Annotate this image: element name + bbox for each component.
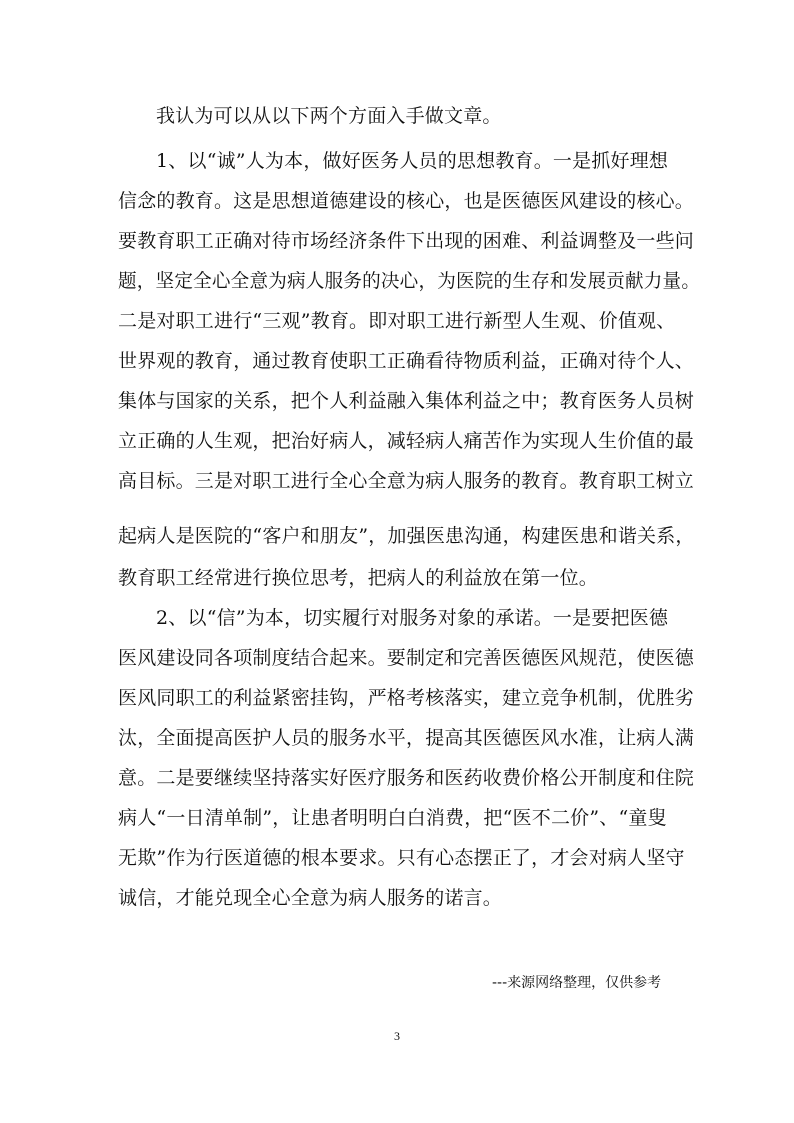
- body-text-line: 病人“一日清单制”，让患者明明白白消费，把“医不二价”、“童叟: [118, 807, 667, 829]
- body-text-line: 我认为可以从以下两个方面入手做文章。: [156, 105, 502, 127]
- body-text-line: 信念的教育。这是思想道德建设的核心，也是医德医风建设的核心。: [118, 190, 695, 212]
- body-text-line: 世界观的教育，通过教育使职工正确看待物质利益，正确对待个人、: [118, 350, 695, 372]
- body-text-line: 要教育职工正确对待市场经济条件下出现的困难、利益调整及一些问: [118, 230, 695, 252]
- body-text-line: 医风同职工的利益紧密挂钩，严格考核落实，建立竞争机制，优胜劣: [118, 687, 695, 709]
- body-text-line: 诚信，才能兑现全心全意为病人服务的诺言。: [118, 887, 503, 909]
- body-text-line: 高目标。三是对职工进行全心全意为病人服务的教育。教育职工树立: [118, 470, 695, 492]
- body-text-line: 2、以“信”为本，切实履行对服务对象的承诺。一是要把医德: [156, 607, 669, 629]
- source-note: ---来源网络整理，仅供参考: [492, 975, 662, 991]
- body-text-line: 立正确的人生观，把治好病人，减轻病人痛苦作为实现人生价值的最: [118, 430, 695, 452]
- page-number: 3: [394, 1029, 400, 1043]
- body-text-line: 集体与国家的关系，把个人利益融入集体利益之中；教育医务人员树: [118, 390, 695, 412]
- body-text-line: 二是对职工进行“三观”教育。即对职工进行新型人生观、价值观、: [118, 310, 676, 332]
- body-text-line: 题，坚定全心全意为病人服务的决心，为医院的生存和发展贡献力量。: [118, 270, 701, 292]
- body-text-line: 意。二是要继续坚持落实好医疗服务和医药收费价格公开制度和住院: [118, 767, 695, 789]
- body-text-line: 教育职工经常进行换位思考，把病人的利益放在第一位。: [118, 567, 599, 589]
- body-text-line: 医风建设同各项制度结合起来。要制定和完善医德医风规范，使医德: [118, 647, 695, 669]
- body-text-line: 汰，全面提高医护人员的服务水平，提高其医德医风水准，让病人满: [118, 727, 695, 749]
- body-text-line: 无欺”作为行医道德的根本要求。只有心态摆正了，才会对病人坚守: [118, 847, 685, 869]
- body-text-line: 1、以“诚”人为本，做好医务人员的思想教育。一是抓好理想: [156, 150, 669, 172]
- body-text-line: 起病人是医院的“客户和朋友”，加强医患沟通，构建医患和谐关系，: [118, 525, 695, 547]
